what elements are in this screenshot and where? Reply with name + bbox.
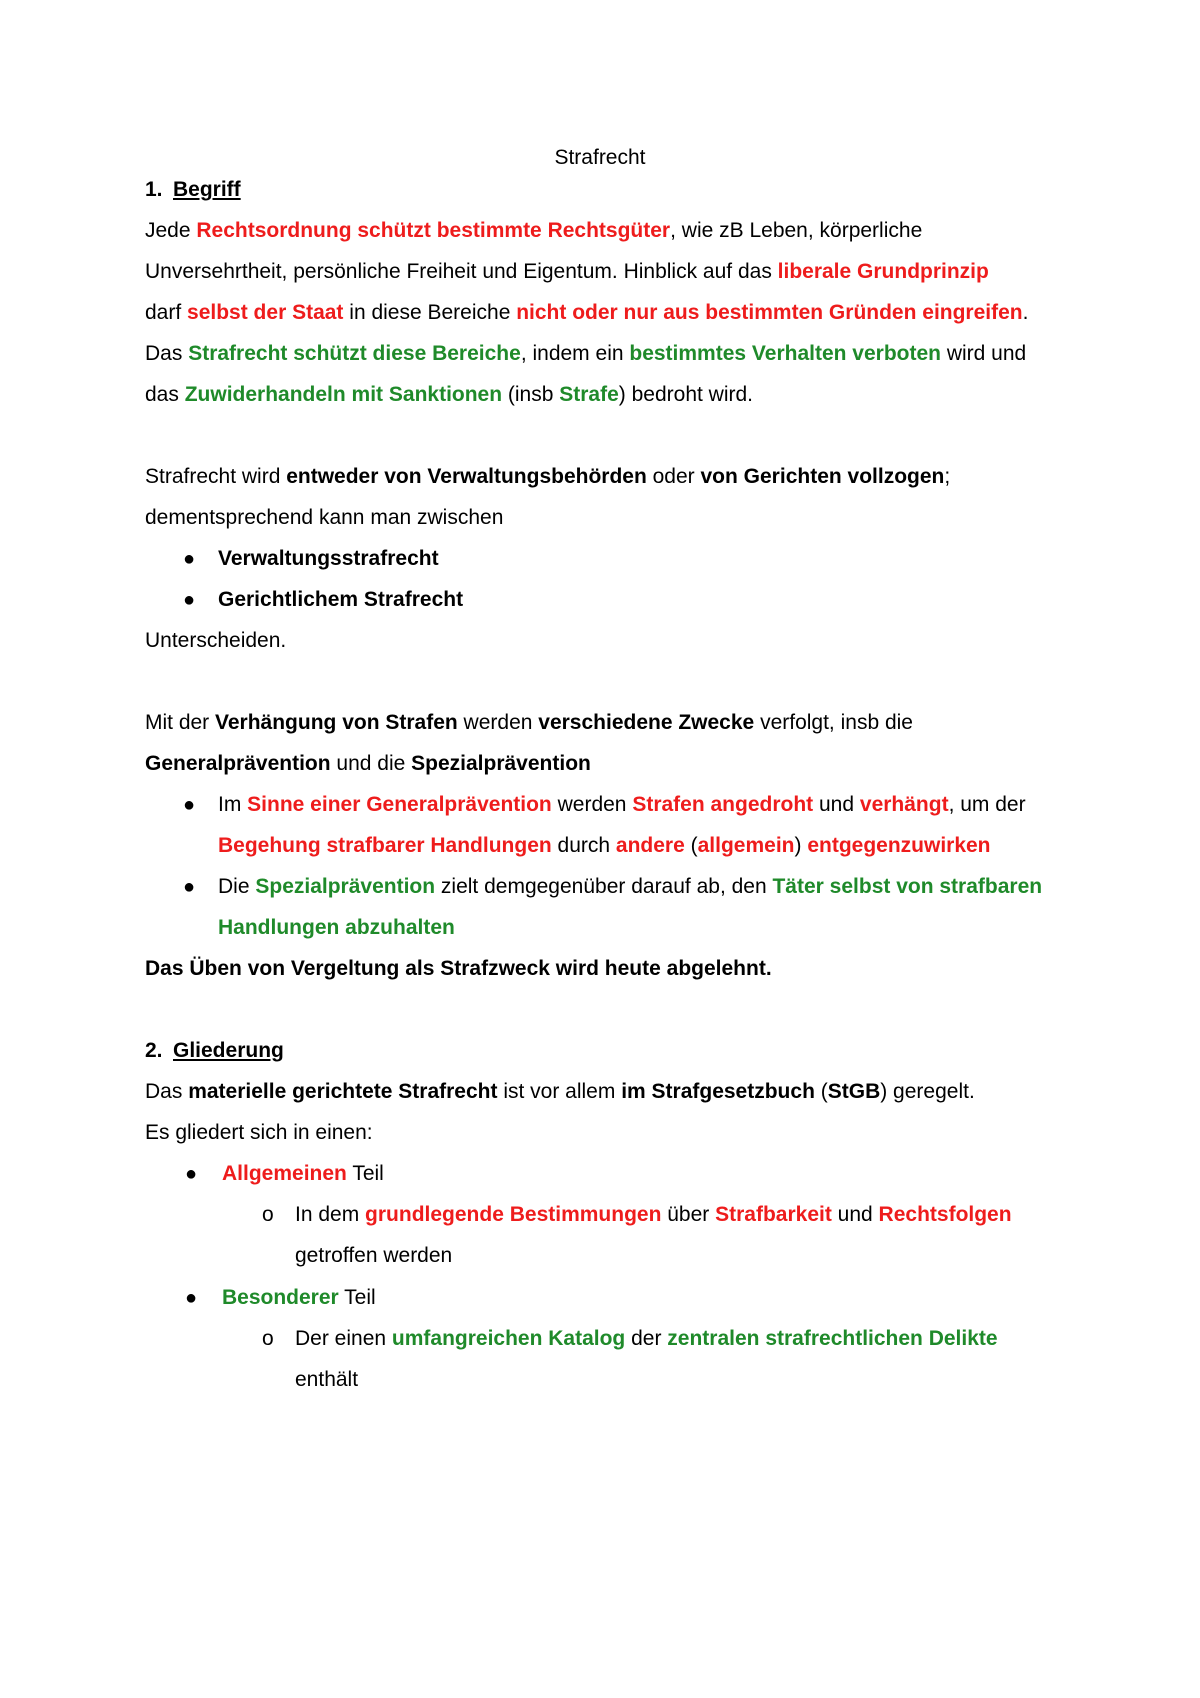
text-run: , wie zB Leben, körperliche (670, 219, 923, 242)
bold-run: verschiedene Zwecke (538, 711, 755, 734)
section-1-number: 1. (145, 178, 163, 201)
bold-run: Spezialprävention (411, 752, 591, 775)
text-run: (insb (502, 383, 560, 406)
text-run: , indem ein (520, 342, 630, 365)
highlight-green: bestimmtes Verhalten verboten (629, 342, 941, 365)
list-item-continuation (218, 833, 991, 859)
highlight-red: Rechtsfolgen (878, 1203, 1012, 1226)
paragraph-line: dementsprechend kann man zwischen (145, 506, 504, 529)
paragraph-line (145, 382, 753, 408)
text-run: ) geregelt. (880, 1080, 975, 1103)
highlight-green: zentralen strafrechtlichen Delikte (667, 1327, 998, 1350)
text-run: ) (794, 834, 808, 857)
highlight-red: grundlegende Bestimmungen (365, 1203, 662, 1226)
paragraph-line (145, 751, 591, 777)
paragraph-line (145, 710, 913, 736)
paragraph-line (145, 218, 922, 244)
sub-list-item (295, 1326, 998, 1352)
section-1-title: Begriff (173, 178, 241, 201)
text-run: der (625, 1327, 668, 1350)
text-run: Jede (145, 219, 197, 242)
highlight-red: verhängt (859, 793, 949, 816)
text-run: , um der (948, 793, 1026, 816)
text-run: in diese Bereiche (343, 301, 517, 324)
section-2-heading (145, 1038, 284, 1064)
text-run: Das (145, 1080, 189, 1103)
text-run: über (661, 1203, 716, 1226)
paragraph-line: Unterscheiden. (145, 629, 287, 652)
circle-bullet-icon: o (262, 1327, 274, 1350)
highlight-red: andere (615, 834, 685, 857)
text-run: durch (551, 834, 616, 857)
bold-run: Verhängung von Strafen (215, 711, 458, 734)
paragraph-line (145, 464, 950, 490)
page-title: Strafrecht (554, 146, 646, 169)
text-run: Die (218, 875, 256, 898)
list-item (218, 792, 1026, 818)
paragraph-line: Das Üben von Vergeltung als Strafzweck wird heute abgelehnt. (145, 957, 772, 980)
highlight-green: Spezialprävention (255, 875, 436, 898)
highlight-red: selbst der Staat (187, 301, 344, 324)
text-run: ( (684, 834, 698, 857)
bold-run: von Gerichten vollzogen (700, 465, 945, 488)
text-run: wird und (940, 342, 1027, 365)
highlight-red: Begehung strafbarer Handlungen (218, 834, 552, 857)
circle-bullet-icon: o (262, 1203, 274, 1226)
bullet-icon: ● (185, 1287, 198, 1309)
bullet-icon: ● (183, 589, 196, 611)
highlight-red: entgegenzuwirken (807, 834, 991, 857)
sub-list-item (295, 1202, 1012, 1228)
list-item-continuation: Handlungen abzuhalten (218, 916, 455, 939)
bullet-icon: ● (183, 876, 196, 898)
bold-run: Generalprävention (145, 752, 331, 775)
text-run: Strafrecht wird (145, 465, 287, 488)
highlight-green: umfangreichen Katalog (391, 1327, 626, 1350)
text-run: ( (814, 1080, 828, 1103)
sub-list-item-continuation: enthält (295, 1368, 359, 1391)
list-item (222, 1285, 376, 1311)
text-run: und (813, 793, 860, 816)
paragraph-line (145, 300, 1028, 326)
highlight-green: Besonderer (222, 1286, 339, 1309)
text-run: ) bedroht wird. (618, 383, 754, 406)
text-run: zielt demgegenüber darauf ab, den (435, 875, 773, 898)
section-2-title: Gliederung (173, 1039, 284, 1062)
text-run: Teil (338, 1286, 376, 1309)
paragraph-line (145, 1079, 975, 1105)
text-run: darf (145, 301, 188, 324)
highlight-red: Allgemeinen (222, 1162, 347, 1185)
text-run: In dem (295, 1203, 366, 1226)
text-run: und die (330, 752, 412, 775)
paragraph-line: Es gliedert sich in einen: (145, 1121, 373, 1144)
highlight-red: allgemein (697, 834, 795, 857)
text-run: Im (218, 793, 248, 816)
highlight-red: liberale Grundprinzip (777, 260, 989, 283)
text-run: Das (145, 342, 189, 365)
text-run: oder (646, 465, 701, 488)
list-item (222, 1161, 384, 1187)
text-run: ist vor allem (497, 1080, 622, 1103)
highlight-red: Strafbarkeit (715, 1203, 832, 1226)
bullet-icon: ● (183, 794, 196, 816)
highlight-red: Sinne einer Generalprävention (247, 793, 552, 816)
paragraph-line (145, 341, 1026, 367)
highlight-green: Strafe (559, 383, 619, 406)
bullet-icon: ● (185, 1163, 198, 1185)
text-run: und (831, 1203, 879, 1226)
text-run: . (1022, 301, 1029, 324)
text-run: werden (551, 793, 633, 816)
highlight-green: Strafrecht schützt diese Bereiche (188, 342, 521, 365)
text-run: Der einen (295, 1327, 392, 1350)
text-run: werden (457, 711, 539, 734)
highlight-red: nicht oder nur aus bestimmten Gründen eingreifen (516, 301, 1023, 324)
list-item: Gerichtlichem Strafrecht (218, 588, 464, 611)
highlight-green: Zuwiderhandeln mit Sanktionen (184, 383, 503, 406)
section-2-number: 2. (145, 1039, 163, 1062)
list-item: Verwaltungsstrafrecht (218, 547, 439, 570)
text-run: Teil (346, 1162, 384, 1185)
highlight-red: Strafen angedroht (632, 793, 814, 816)
bullet-icon: ● (183, 548, 196, 570)
sub-list-item-continuation: getroffen werden (295, 1244, 453, 1267)
section-1-heading (145, 177, 241, 203)
bold-run: materielle gerichtete Strafrecht (188, 1080, 498, 1103)
highlight-red: Rechtsordnung schützt bestimmte Rechtsgüter (196, 219, 671, 242)
text-run: verfolgt, insb die (754, 711, 913, 734)
text-run: Mit der (145, 711, 216, 734)
bold-run: entweder von Verwaltungsbehörden (286, 465, 647, 488)
bold-run: StGB (827, 1080, 881, 1103)
text-run: ; (944, 465, 951, 488)
list-item (218, 874, 1042, 900)
text-run: das (145, 383, 185, 406)
highlight-green: Täter selbst von strafbaren (772, 875, 1043, 898)
text-run: Unversehrtheit, persönliche Freiheit und Eigentum. Hinblick auf das (145, 260, 778, 283)
bold-run: im Strafgesetzbuch (621, 1080, 815, 1103)
paragraph-line (145, 259, 989, 285)
